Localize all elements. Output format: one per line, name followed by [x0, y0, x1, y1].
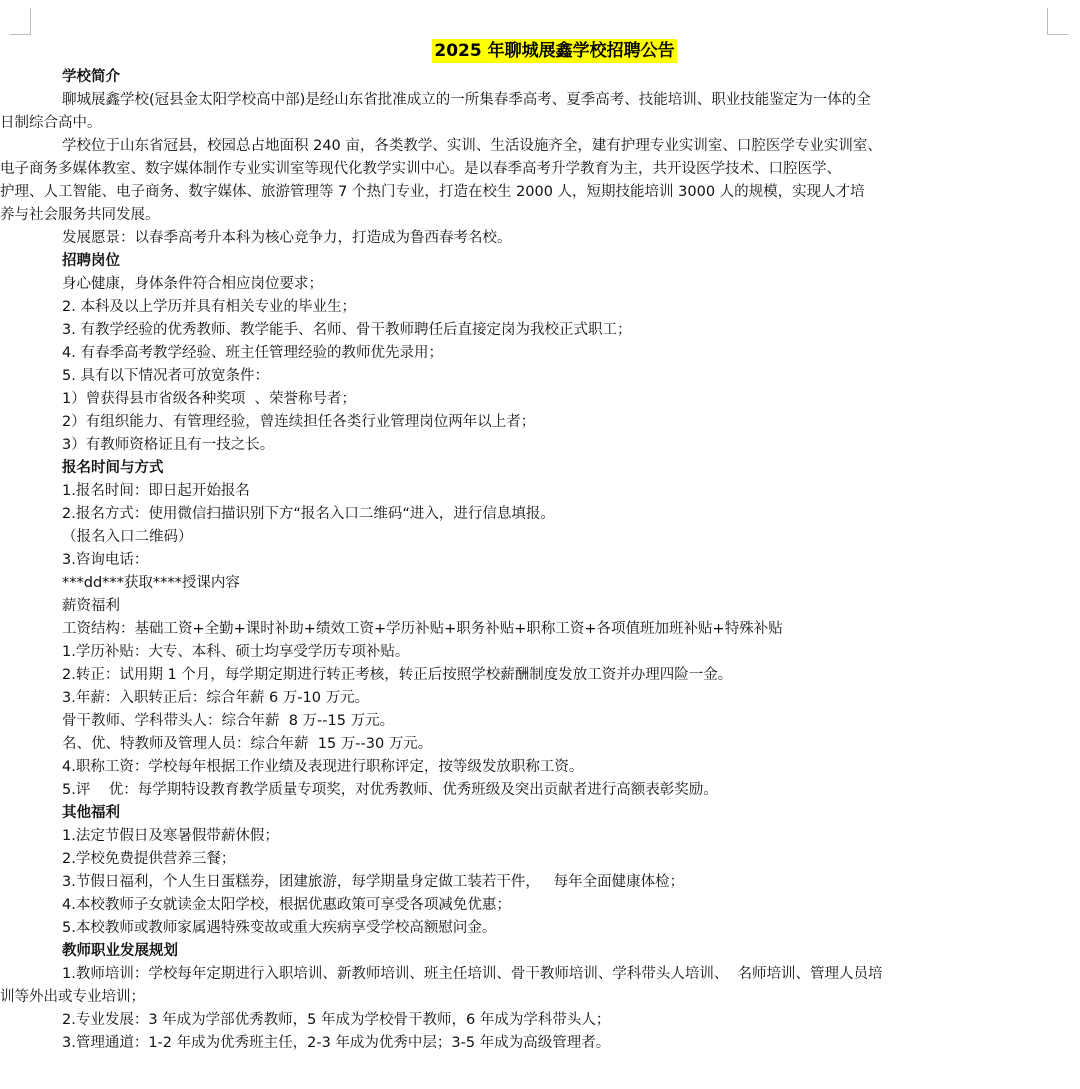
intro-paragraph-2-line-3: 护理、人工智能、电子商务、数字媒体、旅游管理等 7 个热门专业，打造在校生 2000 人，短期技能培训 3000 人的规模，实现人才培 — [0, 184, 865, 200]
section-heading-registration: 报名时间与方式 — [62, 460, 164, 476]
registration-item: 1.学历补贴：大专、本科、硕士均享受学历专项补贴。 — [62, 644, 410, 660]
career-item-1-line-1: 1.教师培训：学校每年定期进行入职培训、新教师培训、班主任培训、骨干教师培训、学科带头人培训、 名师培训、管理人员培 — [62, 966, 883, 982]
registration-item: 骨干教师、学科带头人：综合年薪 8 万--15 万元。 — [62, 713, 395, 729]
career-item-3: 3.管理通道：1-2 年成为优秀班主任，2-3 年成为优秀中层；3-5 年成为高级管理者。 — [62, 1035, 611, 1051]
registration-item: 2.报名方式：使用微信扫描识别下方“报名入口二维码“进入，进行信息填报。 — [62, 506, 555, 522]
section-heading-career: 教师职业发展规划 — [62, 943, 178, 959]
intro-paragraph-2-line-2: 电子商务多媒体教室、数字媒体制作专业实训室等现代化教学实训中心。是以春季高考升学教育为主，共开设医学技术、口腔医学、 — [0, 161, 841, 177]
section-heading-benefits: 其他福利 — [62, 805, 120, 821]
page-corner-mark-top-left — [10, 8, 31, 35]
positions-item: 身心健康，身体条件符合相应岗位要求； — [62, 276, 323, 292]
title-row — [62, 36, 1047, 66]
document-title: 2025 年聊城展鑫学校招聘公告 — [434, 41, 675, 61]
registration-item: 4.职称工资：学校每年根据工作业绩及表现进行职称评定，按等级发放职称工资。 — [62, 759, 584, 775]
registration-item: 薪资福利 — [62, 598, 120, 614]
positions-item: 2）有组织能力、有管理经验，曾连续担任各类行业管理岗位两年以上者； — [62, 414, 536, 430]
positions-item: 1）曾获得县市省级各种奖项 、荣誉称号者； — [62, 391, 356, 407]
section-heading-intro: 学校简介 — [62, 69, 120, 85]
registration-item: 1.报名时间：即日起开始报名 — [62, 483, 250, 499]
intro-paragraph-3: 发展愿景：以春季高考升本科为核心竞争力，打造成为鲁西春考名校。 — [62, 230, 512, 246]
positions-item: 3. 有教学经验的优秀教师、教学能手、名师、骨干教师聘任后直接定岗为我校正式职工； — [62, 322, 632, 338]
positions-item: 5. 具有以下情况者可放宽条件： — [62, 368, 269, 384]
intro-paragraph-2-line-4: 养与社会服务共同发展。 — [0, 207, 160, 223]
benefits-item: 4.本校教师子女就读金太阳学校，根据优惠政策可享受各项减免优惠； — [62, 897, 511, 913]
intro-paragraph-2-line-1: 学校位于山东省冠县，校园总占地面积 240 亩，各类教学、实训、生活设施齐全，建有护理专业实训室、口腔医学专业实训室、 — [62, 138, 882, 154]
benefits-item: 3.节假日福利，个人生日蛋糕券，团建旅游，每学期量身定做工装若干件， 每年全面健康体检； — [62, 874, 685, 890]
positions-item: 2. 本科及以上学历并具有相关专业的毕业生； — [62, 299, 356, 315]
registration-item: 3.年薪：入职转正后：综合年薪 6 万-10 万元。 — [62, 690, 370, 706]
benefits-item: 5.本校教师或教师家属遇特殊变故或重大疾病享受学校高额慰问金。 — [62, 920, 497, 936]
benefits-item: 2.学校免费提供营养三餐； — [62, 851, 236, 867]
career-item-2: 2.专业发展：3 年成为学部优秀教师，5 年成为学校骨干教师，6 年成为学科带头人； — [62, 1012, 611, 1028]
document-body — [0, 36, 1047, 1055]
registration-item: 名、优、特教师及管理人员：综合年薪 15 万--30 万元。 — [62, 736, 433, 752]
registration-item: ***dd***获取****授课内容 — [62, 575, 240, 591]
section-heading-positions: 招聘岗位 — [62, 253, 120, 269]
registration-item: 3.咨询电话： — [62, 552, 149, 568]
intro-paragraph-1-line-2: 日制综合高中。 — [0, 115, 102, 131]
career-item-1-line-2: 训等外出或专业培训； — [0, 989, 145, 1005]
intro-paragraph-1-line-1: 聊城展鑫学校(冠县金太阳学校高中部)是经山东省批准成立的一所集春季高考、夏季高考、技能培训、职业技能鉴定为一体的全 — [62, 92, 871, 108]
positions-item: 4. 有春季高考教学经验、班主任管理经验的教师优先录用； — [62, 345, 443, 361]
registration-item: 5.评 优：每学期特设教育教学质量专项奖，对优秀教师、优秀班级及突出贡献者进行高额表彰奖励。 — [62, 782, 718, 798]
registration-item: 工资结构：基础工资+全勤+课时补助+绩效工资+学历补贴+职务补贴+职称工资+各项值班加班补贴+特殊补贴 — [62, 621, 783, 637]
positions-item: 3）有教师资格证且有一技之长。 — [62, 437, 275, 453]
registration-item: （报名入口二维码） — [62, 529, 193, 545]
registration-item: 2.转正：试用期 1 个月，每学期定期进行转正考核，转正后按照学校薪酬制度发放工资并办理四险一金。 — [62, 667, 733, 683]
benefits-item: 1.法定节假日及寒暑假带薪休假； — [62, 828, 279, 844]
page-corner-mark-top-right — [1047, 8, 1068, 35]
